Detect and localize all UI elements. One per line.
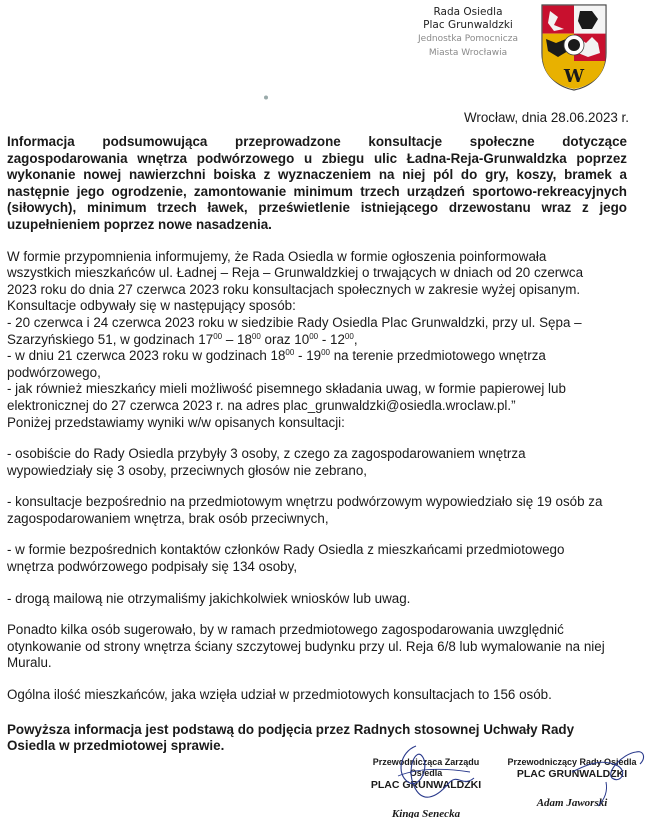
closing-line: Powyższa informacja jest podstawą do podjęcia przez Radnych stosownej Uchwały Rady	[7, 721, 575, 737]
signature-block-right	[498, 757, 646, 809]
svg-text:W: W	[563, 66, 585, 87]
total-paragraph	[7, 687, 627, 704]
signatory-org: PLAC GRUNWALDZKI	[516, 768, 628, 780]
document-date: Wrocław, dnia 28.06.2023 r.	[463, 110, 629, 125]
suggestion-line: Muralu.	[7, 655, 52, 671]
org-name-line1: Rada Osiedla	[433, 6, 503, 18]
signatory-role: Przewodniczący Rady Osiedla	[507, 757, 637, 767]
method-item-office: - 20 czerwca i 24 czerwca 2023 roku w siedzibie Rady Osiedla Plac Grunwaldzki, przy ul. Sępa –	[7, 314, 582, 330]
result-line: zagospodarowaniem wnętrza, brak osób przeciwnych,	[7, 510, 329, 526]
signature-block-left	[356, 757, 496, 818]
result-line: wypowiedziały się 3 osoby, przeciwnych głosów nie zebrano,	[7, 462, 367, 478]
intro-line: W formie przypomnienia informujemy, że Rada Osiedla w formie ogłoszenia poinformowała	[7, 248, 547, 264]
results-intro: Poniżej przedstawiamy wyniki w/w opisanych konsultacji:	[7, 414, 345, 430]
signatory-org: PLAC GRUNWALDZKI	[370, 779, 482, 791]
suggestion-line: otynkowanie od strony wnętrza ściany szczytowej budynku przy ul. Reja 6/8 lub wymalowanie na niej	[7, 638, 605, 654]
document-headline: Informacja podsumowująca przeprowadzone konsultacje społeczne dotyczące zagospodarowania wnętrza podwórzowego u zbiegu ulic Ładna-Reja-Grunwaldzka poprzez wykonanie nowej nawierzchni boiska z wyznaczeniem na niej pól do gry, koszy, bramek a następnie jego ogrodzenie, zamontowanie minimum trzech urządzeń sportowo-rekreacyjnych (siłowych), minimum trzech ławek, prześwietlenie istniejącego drzewostanu wraz z jego uzupełnieniem poprzez nowe nasadzenia.	[7, 134, 627, 232]
closing-line: Osiedla w przedmiotowej sprawie.	[7, 738, 225, 754]
result-line: wnętrza podwórzowego podpisały się 134 osoby,	[7, 559, 298, 575]
result-line: - drogą mailową nie otrzymaliśmy jakichkolwiek wniosków lub uwag.	[7, 590, 411, 606]
suggestion-paragraph	[7, 622, 627, 672]
wroclaw-coat-of-arms-icon	[540, 3, 608, 91]
result-line: - w formie bezpośrednich kontaktów członków Rady Osiedla z mieszkańcami przedmiotowego	[7, 542, 565, 558]
result-email	[7, 591, 627, 608]
method-item-onsite-cont: podwórzowego,	[7, 364, 101, 380]
method-item-written: - jak również mieszkańcy mieli możliwość pisemnego składania uwag, w formie papierowej lub	[7, 381, 566, 397]
intro-line: 2023 roku do dnia 27 czerwca 2023 roku konsultacjach społecznych w zakresie wyżej opisanym.	[7, 281, 581, 297]
org-subtitle-line2: Miasta Wrocławia	[428, 47, 508, 58]
total-line: Ogólna ilość mieszkańców, jaka wzięła udział w przedmiotowych konsultacjach to 156 osób.	[7, 687, 552, 703]
result-in-person	[7, 446, 627, 479]
suggestion-line: Ponadto kilka osób sugerowało, by w ramach przedmiotowego zagospodarowania uwzględnić	[7, 622, 564, 638]
letterhead	[398, 6, 538, 59]
method-item-office-hours: Szarzyńskiego 51, w godzinach $17^{00} - 18^{00}$ oraz $10^{00} - 12^{00}$,	[7, 331, 358, 347]
signatory-name: Kinga Senecka	[391, 808, 461, 818]
org-name-line2: Plac Grunwaldzki	[423, 19, 513, 31]
result-line: - osobiście do Rady Osiedla przybyły 3 osoby, z czego za zagospodarowaniem wnętrza	[7, 446, 526, 462]
result-onsite	[7, 494, 627, 527]
method-item-onsite: - w dniu 21 czerwca 2023 roku w godzinach $18^{00} - 19^{00}$ na terenie przedmiotowego wnętrza	[7, 348, 546, 364]
intro-line: Konsultacje odbywały się w następujący sposób:	[7, 298, 296, 314]
result-line: - konsultacje bezpośrednio na przedmiotowym wnętrzu podwórzowym wypowiedziało się 19 osób za	[7, 494, 603, 510]
method-item-written-email: elektronicznej do 27 czerwca 2023 r. na adres plac_grunwaldzki@osiedla.wroclaw.pl.”	[7, 397, 516, 413]
intro-line: wszystkich mieszkańców ul. Ładnej – Reja – Grunwaldzkiej o trwających w dniach od 20 czerwca	[7, 265, 584, 281]
intro-paragraph	[7, 249, 627, 432]
signatory-role: Przewodnicząca Zarządu Osiedla	[372, 757, 480, 778]
signatory-name: Adam Jaworski	[536, 797, 608, 809]
scan-speck	[263, 95, 269, 100]
org-subtitle-line1: Jednostka Pomocnicza	[418, 34, 518, 44]
closing-paragraph	[7, 722, 627, 755]
document-body	[7, 134, 627, 755]
result-direct-contact	[7, 542, 627, 575]
